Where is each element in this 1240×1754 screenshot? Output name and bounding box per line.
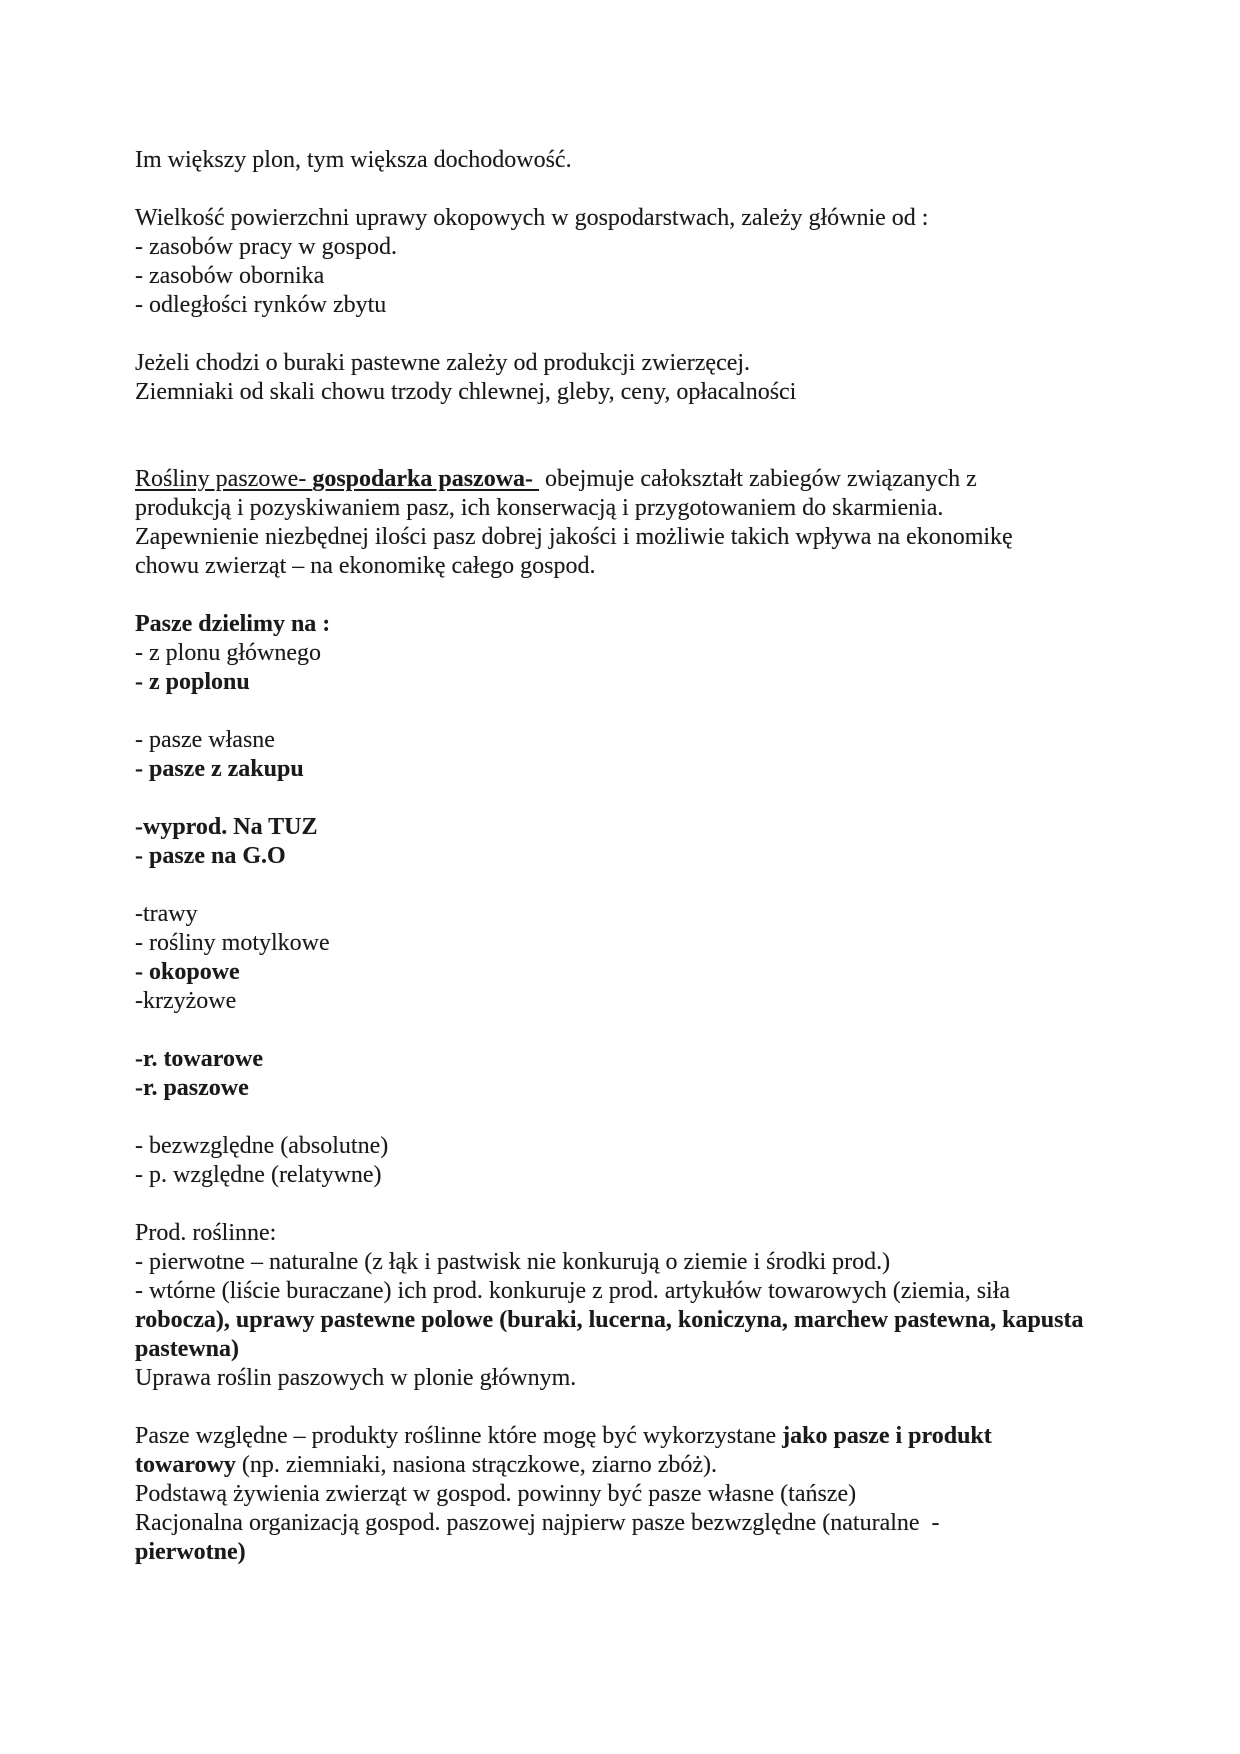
text-line [135, 1132, 1135, 1161]
text-segment: produkcją i pozyskiwaniem pasz, ich konserwacją i przygotowaniem do skarmienia. [135, 495, 944, 521]
text-segment: - pierwotne – naturalne (z łąk i pastwisk nie konkurują o ziemie i środki prod.) [135, 1249, 891, 1275]
text-segment: - pasze własne [135, 727, 275, 753]
text-segment: Rośliny paszowe- [135, 466, 313, 492]
text-segment: Pasze względne – produkty roślinne które mogę być wykorzystane [135, 1423, 783, 1449]
text-segment: (np. ziemniaki, nasiona strączkowe, ziarno zbóż). [241, 1452, 718, 1478]
text-line [135, 610, 1135, 639]
text-line [135, 1538, 1135, 1567]
text-line [135, 233, 1135, 262]
text-line [135, 1509, 1135, 1538]
blank-line [135, 871, 1135, 900]
text-segment: -r. towarowe [135, 1046, 263, 1072]
text-segment: - okopowe [135, 959, 240, 985]
blank-line [135, 436, 1135, 465]
text-segment: jako pasze i produkt [782, 1423, 992, 1449]
text-segment: Jeżeli chodzi o buraki pastewne zależy od produkcji zwierzęcej. [135, 350, 751, 376]
text-line [135, 1335, 1135, 1364]
text-line [135, 842, 1135, 871]
text-line [135, 987, 1135, 1016]
text-segment: - rośliny motylkowe [135, 930, 330, 956]
text-line [135, 900, 1135, 929]
text-line [135, 552, 1135, 581]
text-segment: pastewna) [135, 1336, 240, 1362]
text-line [135, 1045, 1135, 1074]
text-segment: Pasze dzielimy na : [135, 611, 331, 637]
text-segment: - wtórne (liście buraczane) ich prod. konkuruje z prod. artykułów towarowych (ziemia, siła [135, 1278, 1011, 1304]
text-segment: Zapewnienie niezbędnej ilości pasz dobrej jakości i możliwie takich wpływa na ekonomikę [135, 524, 1013, 550]
blank-line [135, 784, 1135, 813]
text-line [135, 262, 1135, 291]
text-line [135, 1306, 1135, 1335]
text-segment: - bezwzględne (absolutne) [135, 1133, 389, 1159]
text-segment: - zasobów pracy w gospod. [135, 234, 397, 260]
document-body [135, 146, 1135, 1567]
blank-line [135, 1393, 1135, 1422]
text-segment: - pasze na G.O [135, 843, 286, 869]
text-line [135, 1422, 1135, 1451]
text-segment: -wyprod. Na TUZ [135, 814, 318, 840]
text-segment: - pasze z zakupu [135, 756, 304, 782]
text-line [135, 813, 1135, 842]
text-line [135, 1480, 1135, 1509]
blank-line [135, 1190, 1135, 1219]
text-line [135, 1451, 1135, 1480]
text-segment: - zasobów obornika [135, 263, 325, 289]
text-segment: -r. paszowe [135, 1075, 249, 1101]
text-line [135, 146, 1135, 175]
text-line [135, 639, 1135, 668]
blank-line [135, 1016, 1135, 1045]
text-segment: Prod. roślinne: [135, 1220, 277, 1246]
text-segment: Podstawą żywienia zwierząt w gospod. powinny być pasze własne (tańsze) [135, 1481, 857, 1507]
text-line [135, 1277, 1135, 1306]
text-line [135, 1074, 1135, 1103]
text-line [135, 668, 1135, 697]
text-line [135, 929, 1135, 958]
text-segment: - p. względne (relatywne) [135, 1162, 382, 1188]
blank-line [135, 1103, 1135, 1132]
text-segment: Im większy plon, tym większa dochodowość. [135, 147, 572, 173]
blank-line [135, 175, 1135, 204]
text-line [135, 726, 1135, 755]
text-segment: Uprawa roślin paszowych w plonie głównym. [135, 1365, 577, 1391]
text-segment: - z poplonu [135, 669, 250, 695]
text-line [135, 523, 1135, 552]
text-line [135, 349, 1135, 378]
text-segment: Racjonalna organizacją gospod. paszowej najpierw pasze bezwzględne (naturalne - [135, 1510, 940, 1536]
blank-line [135, 320, 1135, 349]
text-line [135, 465, 1135, 494]
text-segment: towarowy [135, 1452, 242, 1478]
text-segment: Wielkość powierzchni uprawy okopowych w gospodarstwach, zależy głównie od : [135, 205, 929, 231]
blank-line [135, 581, 1135, 610]
text-segment: pierwotne) [135, 1539, 246, 1565]
text-line [135, 291, 1135, 320]
text-line [135, 204, 1135, 233]
blank-line [135, 697, 1135, 726]
text-segment: robocza), uprawy pastewne polowe (buraki, lucerna, koniczyna, marchew pastewna, kapusta [135, 1307, 1084, 1333]
text-segment: gospodarka paszowa- [312, 466, 540, 492]
text-segment: - z plonu głównego [135, 640, 321, 666]
text-segment: -krzyżowe [135, 988, 237, 1014]
text-line [135, 1248, 1135, 1277]
text-segment: Ziemniaki od skali chowu trzody chlewnej, gleby, ceny, opłacalności [135, 379, 797, 405]
text-line [135, 1219, 1135, 1248]
text-line [135, 1364, 1135, 1393]
text-line [135, 1161, 1135, 1190]
text-segment: -trawy [135, 901, 198, 927]
text-line [135, 378, 1135, 407]
text-line [135, 958, 1135, 987]
text-segment: - odległości rynków zbytu [135, 292, 387, 318]
text-line [135, 494, 1135, 523]
blank-line [135, 407, 1135, 436]
text-segment: obejmuje całokształt zabiegów związanych z [539, 466, 977, 492]
text-line [135, 755, 1135, 784]
text-segment: chowu zwierząt – na ekonomikę całego gospod. [135, 553, 596, 579]
